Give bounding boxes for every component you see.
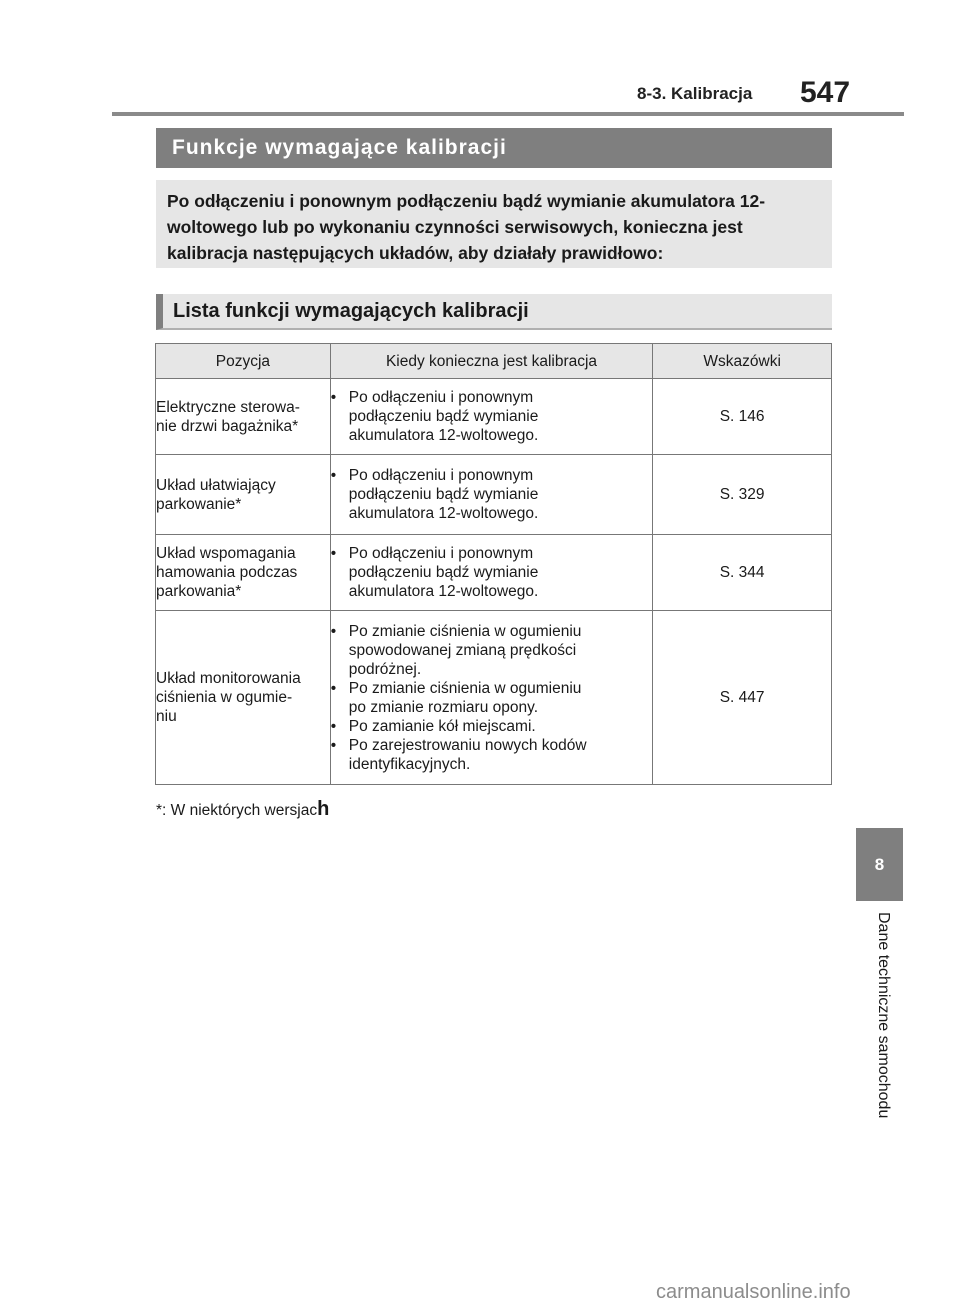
item-cell xyxy=(156,379,331,455)
table-row xyxy=(156,455,832,535)
condition-line: identyfikacyjnych. xyxy=(348,755,471,773)
conditions-list xyxy=(331,544,652,601)
condition-line: akumulatora 12-woltowego. xyxy=(348,505,539,522)
condition-item xyxy=(331,717,652,736)
condition-line: podłączeniu bądź wymianie xyxy=(348,564,539,581)
condition-item xyxy=(331,544,652,601)
condition-line: spowodowanej zmianą prędkości xyxy=(348,641,577,659)
calibration-table xyxy=(155,343,832,785)
conditions-cell xyxy=(330,535,652,611)
item-line: nie drzwi bagażnika* xyxy=(156,417,299,435)
conditions-list xyxy=(331,466,652,523)
bullet-icon: • xyxy=(330,467,337,484)
section-title: Funkcje wymagające kalibracji xyxy=(156,128,832,168)
bullet-icon: • xyxy=(330,622,337,640)
item-line: ciśnienia w ogumie- xyxy=(156,689,293,706)
conditions-list xyxy=(331,622,652,774)
conditions-list xyxy=(331,388,652,445)
page-reference: S. 447 xyxy=(653,611,832,785)
item-line: Układ ułatwiający xyxy=(156,476,276,494)
condition-item xyxy=(331,736,652,774)
conditions-cell xyxy=(330,379,652,455)
table-row xyxy=(156,535,832,611)
footnote-last-char: h xyxy=(317,798,330,820)
bullet-icon: • xyxy=(330,717,337,735)
condition-line: Po odłączeniu i ponownym xyxy=(348,545,534,562)
watermark: carmanualsonline.info xyxy=(656,1281,851,1303)
condition-line: Po zmianie ciśnienia w ogumieniu xyxy=(348,622,582,640)
condition-line: Po zamianie kół miejscami. xyxy=(348,717,536,735)
intro-paragraph: Po odłączeniu i ponownym podłączeniu bądź wymianie akumulatora 12-woltowego lub po wykonaniu czynności serwisowych, konieczna jest kalibracja następujących układów, aby działały prawidłowo: xyxy=(156,180,832,268)
subsection-title: Lista funkcji wymagających kalibracji xyxy=(156,294,832,330)
condition-line: podłączeniu bądź wymianie xyxy=(348,486,539,503)
item-cell xyxy=(156,611,331,785)
conditions-cell xyxy=(330,611,652,785)
condition-line: Po odłączeniu i ponownym xyxy=(348,389,534,406)
condition-item xyxy=(331,679,652,717)
condition-item xyxy=(331,466,652,523)
condition-line: po zmianie rozmiaru opony. xyxy=(348,698,539,716)
table-body xyxy=(156,379,832,785)
footnote xyxy=(156,798,329,821)
page-reference: S. 329 xyxy=(653,455,832,535)
condition-line: Po zarejestrowaniu nowych kodów xyxy=(348,736,587,754)
column-header: Kiedy konieczna jest kalibracja xyxy=(330,344,652,379)
item-line: parkowania* xyxy=(156,583,242,600)
conditions-cell xyxy=(330,455,652,535)
chapter-tab-label: Dane techniczne samochodu xyxy=(875,912,892,1119)
condition-line: akumulatora 12-woltowego. xyxy=(348,427,539,444)
condition-line: podłączeniu bądź wymianie xyxy=(348,408,539,425)
condition-item xyxy=(331,622,652,679)
condition-item xyxy=(331,388,652,445)
section-header: 8-3. Kalibracja xyxy=(637,84,753,103)
chapter-tab-number: 8 xyxy=(856,828,903,901)
condition-line: Po zmianie ciśnienia w ogumieniu xyxy=(348,679,582,697)
table-row xyxy=(156,611,832,785)
item-line: Układ wspomagania xyxy=(156,545,296,562)
item-line: hamowania podczas xyxy=(156,564,298,581)
column-header: Pozycja xyxy=(156,344,331,379)
table-row xyxy=(156,379,832,455)
page-number: 547 xyxy=(800,76,851,109)
bullet-icon: • xyxy=(330,389,337,406)
header-divider xyxy=(112,112,904,116)
item-line: niu xyxy=(156,708,177,725)
item-cell xyxy=(156,455,331,535)
page-reference: S. 344 xyxy=(653,535,832,611)
condition-line: podróżnej. xyxy=(348,660,422,678)
bullet-icon: • xyxy=(330,679,337,697)
bullet-icon: • xyxy=(330,545,337,562)
footnote-text: *: W niektórych wersjac xyxy=(156,802,318,819)
item-line: Elektryczne sterowa- xyxy=(156,398,300,416)
item-line: Układ monitorowania xyxy=(156,670,301,687)
item-line: parkowanie* xyxy=(156,495,242,513)
table-header-row xyxy=(156,344,832,379)
column-header: Wskazówki xyxy=(653,344,832,379)
page-reference: S. 146 xyxy=(653,379,832,455)
condition-line: Po odłączeniu i ponownym xyxy=(348,467,534,484)
bullet-icon: • xyxy=(330,736,337,754)
condition-line: akumulatora 12-woltowego. xyxy=(348,583,539,600)
item-cell xyxy=(156,535,331,611)
